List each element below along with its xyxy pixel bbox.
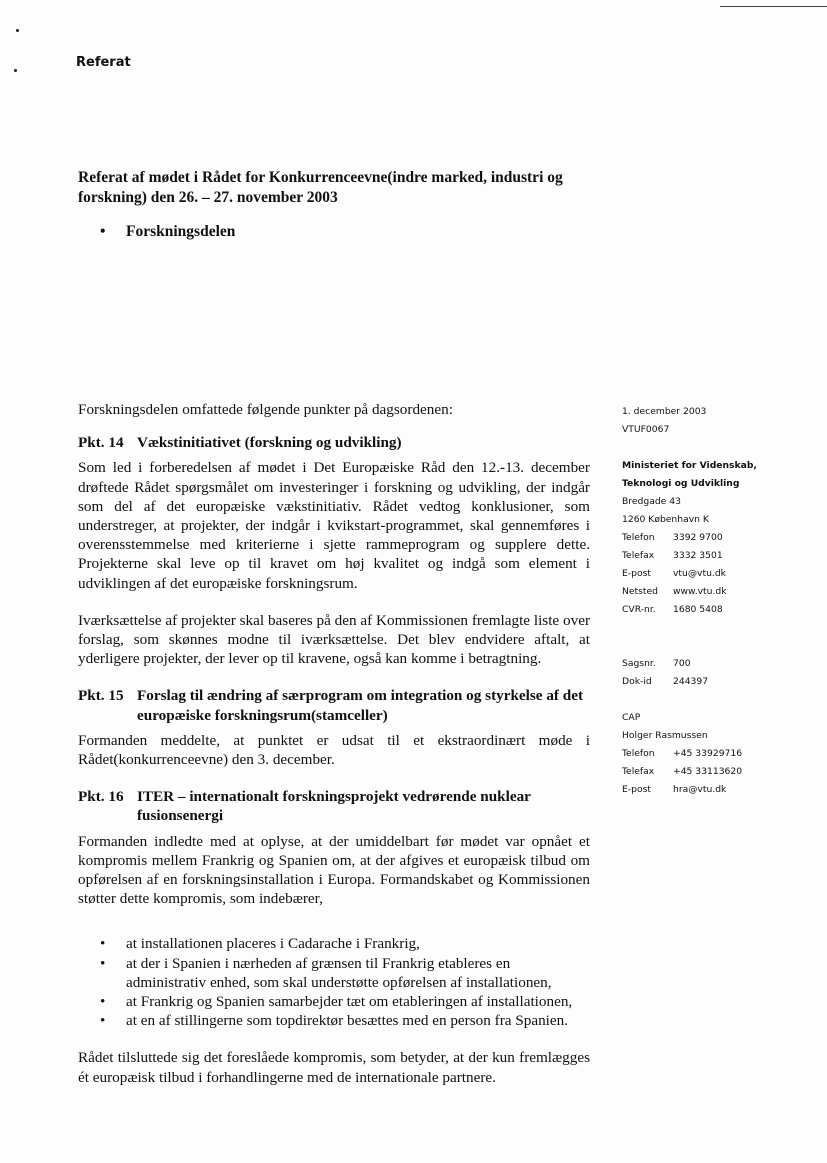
- item-heading: [78, 686, 590, 724]
- agenda-item-16: [78, 787, 590, 1087]
- contact-key: Telefon: [622, 532, 655, 543]
- list-item: [78, 934, 590, 953]
- case-row: [622, 655, 822, 673]
- bullet-dot: •: [100, 935, 106, 953]
- sidebar: [622, 403, 822, 799]
- item-heading: [78, 787, 590, 825]
- contact-value: 3392 9700: [673, 532, 723, 543]
- person-contact-row: [622, 763, 822, 781]
- ministry-name-2: Teknologi og Udvikling: [622, 478, 740, 489]
- intro-text: Forskningsdelen omfattede følgende punkter på dagsordenen:: [78, 401, 453, 418]
- paragraph: Som led i forberedelsen af mødet i Det Europæiske Råd den 12.-13. december drøftede Rådet spørgsmålet om investeringer i forskning og udvikling, der indgår som del af det europæiske vækstinitiativ. Rådet vedtog konklusioner, som understreger, at projekter, der indgår i kvikstart-programmet, skal gennemføres i overensstemmelse med kriterierne i sjette rammeprogram og supplere dette. Projekterne skal leve op til kravet om høj kvalitet og indgå som element i udviklingen af det europæiske forskningsrum.: [78, 459, 590, 592]
- agenda-item-14: [78, 433, 590, 668]
- item-title: Forslag til ændring af særprogram om integration og styrkelse af det europæiske forskningsrum(stamceller): [137, 687, 584, 724]
- list-item: [78, 1011, 590, 1030]
- item-title: ITER – internationalt forskningsprojekt vedrørende nuklear fusionsenergi: [137, 788, 531, 825]
- bullet-dot: •: [100, 954, 106, 972]
- bullet-dot: •: [100, 223, 106, 240]
- contact-key: Netsted: [622, 586, 659, 597]
- closing-paragraph: Rådet tilsluttede sig det foreslåede kompromis, som betyder, at der kun fremlægges ét europæisk tilbud i forhandlingerne med de internationale partnere.: [78, 1049, 590, 1086]
- list-item-text: at en af stillingerne som topdirektør besættes med en person fra Spanien.: [126, 1012, 569, 1030]
- paragraph: Formanden meddelte, at punktet er udsat til et ekstraordinært møde i Rådet(konkurrenceevne) den 3. december.: [78, 731, 590, 769]
- case-key: Sagsnr.: [622, 658, 656, 669]
- contact-row: [622, 583, 822, 601]
- case-key: Dok-id: [622, 676, 652, 687]
- list-item: [78, 954, 590, 992]
- list-item-text: at installationen placeres i Cadarache i Frankrig,: [126, 935, 420, 953]
- list-item-text: at Frankrig og Spanien samarbejder tæt om etableringen af installationen,: [126, 993, 573, 1011]
- bullet-dot: •: [100, 1012, 106, 1030]
- doc-ref: VTUF0067: [622, 424, 670, 435]
- case-value: 700: [673, 658, 691, 669]
- person-contact-row: [622, 745, 822, 763]
- bullet-list: [78, 934, 590, 1030]
- contact-value: vtu@vtu.dk: [673, 568, 726, 579]
- top-bullet-text: Forskningsdelen: [126, 223, 236, 240]
- main-body: [78, 400, 590, 1105]
- contact-value: +45 33113620: [673, 766, 743, 777]
- person-contact-row: [622, 781, 822, 799]
- paragraph: Iværksættelse af projekter skal baseres på den af Kommissionen fremlagte liste over forslag, som skønnes modne til iværksættelse. Det blev endvidere aftalt, at yderligere projekter, der lever op til kravene, også kan komme i betragtning.: [78, 611, 590, 668]
- header-label: Referat: [76, 55, 131, 70]
- contact-value: 1680 5408: [673, 604, 723, 615]
- address-street: Bredgade 43: [622, 496, 681, 507]
- document-title: Referat af mødet i Rådet for Konkurrenceevne(indre marked, industri og forskning) den 26. – 27. november 2003: [78, 169, 563, 206]
- address-city: 1260 København K: [622, 514, 709, 525]
- bullet-dot: •: [100, 993, 106, 1011]
- contact-value: hra@vtu.dk: [673, 784, 727, 795]
- ministry-name: Ministeriet for Videnskab,: [622, 460, 757, 471]
- contact-value: +45 33929716: [673, 748, 743, 759]
- scan-speck: [14, 69, 17, 72]
- item-number: Pkt. 16: [78, 788, 124, 806]
- doc-date: 1. december 2003: [622, 406, 707, 417]
- unit-label: CAP: [622, 712, 641, 723]
- list-item: [78, 992, 590, 1011]
- contact-key: CVR-nr.: [622, 604, 656, 615]
- contact-person: Holger Rasmussen: [622, 730, 708, 741]
- case-row: [622, 673, 822, 691]
- list-item-text: at der i Spanien i nærheden af grænsen til Frankrig etableres en administrativ enhed, som skal understøtte opførelsen af installationen,: [126, 954, 552, 991]
- item-number: Pkt. 14: [78, 434, 124, 452]
- paragraph: Formanden indledte med at oplyse, at der umiddelbart før mødet var opnået et kompromis mellem Frankrig og Spanien om, at der afgives et europæisk tilbud om opførelsen af en forskningsinstallation i Europa. Formandskabet og Kommissionen støtter dette kompromis, som indebærer,: [78, 832, 590, 908]
- contact-value: www.vtu.dk: [673, 586, 727, 597]
- contact-key: Telefax: [622, 766, 655, 777]
- scan-speck: [16, 29, 19, 32]
- contact-key: Telefon: [622, 748, 655, 759]
- contact-key: E-post: [622, 568, 651, 579]
- item-heading: [78, 433, 590, 452]
- contact-row: [622, 565, 822, 583]
- item-title: Vækstinitiativet (forskning og udvikling): [137, 434, 402, 452]
- agenda-item-15: [78, 686, 590, 769]
- contact-key: Telefax: [622, 550, 655, 561]
- contact-row: [622, 529, 822, 547]
- item-number: Pkt. 15: [78, 687, 124, 705]
- contact-key: E-post: [622, 784, 651, 795]
- contact-row: [622, 601, 822, 619]
- contact-row: [622, 547, 822, 565]
- case-value: 244397: [673, 676, 709, 687]
- contact-value: 3332 3501: [673, 550, 723, 561]
- top-rule: [720, 6, 827, 7]
- top-bullet: [100, 223, 235, 241]
